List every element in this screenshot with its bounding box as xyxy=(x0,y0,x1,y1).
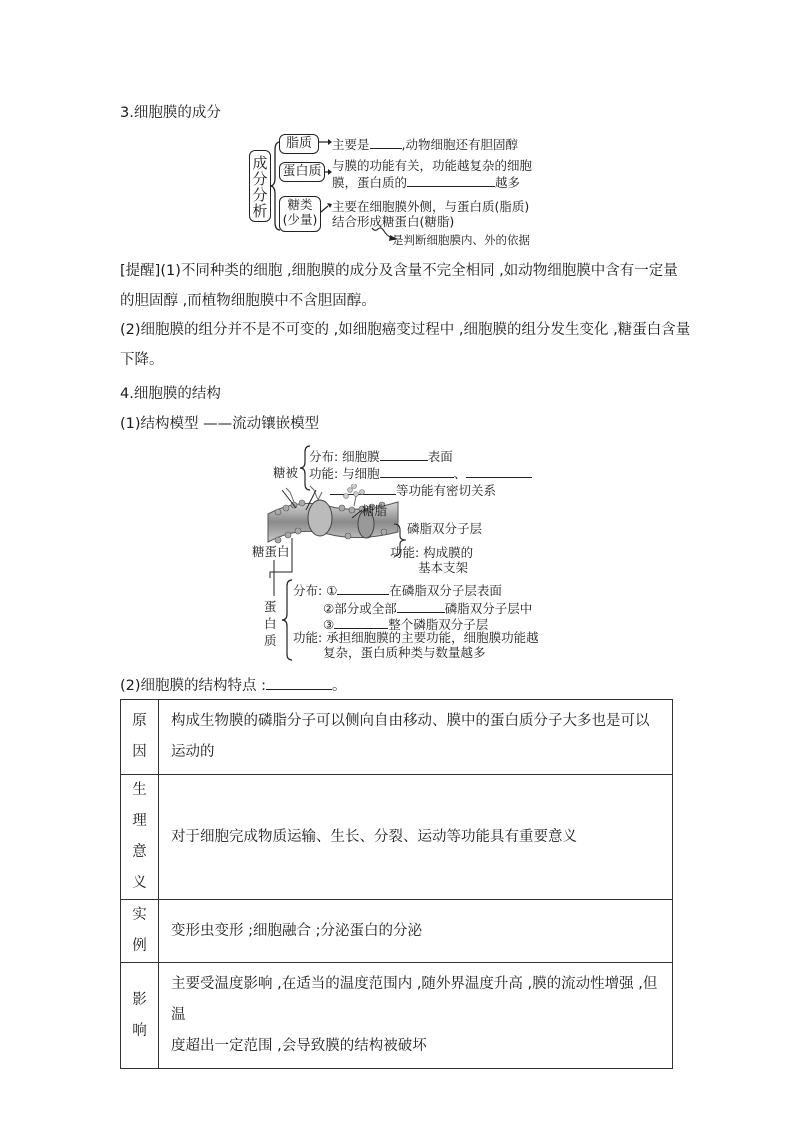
glycolipid-pointer xyxy=(350,508,364,520)
model-title: (1)结构模型 ——流动镶嵌模型 xyxy=(120,416,320,432)
bilayer-function-1: 功能: 构成膜的 xyxy=(390,545,474,560)
root-char: 成 xyxy=(252,154,268,172)
protein-box: 蛋白质 xyxy=(279,162,325,182)
row-content: 变形虫变形 ;细胞融合 ;分泌蛋白的分泌 xyxy=(159,900,673,963)
sugar-box-line: 糖类 xyxy=(287,197,313,212)
glycocalyx-distribution: 分布: 细胞膜 表面 xyxy=(309,446,453,465)
section-4-heading: 4.细胞膜的结构 xyxy=(120,386,221,402)
lipid-text: 主要是 ,动物细胞还有胆固醇 xyxy=(332,134,518,153)
row-content: 主要受温度影响 ,在适当的温度范围内 ,随外界温度升高 ,膜的流动性增强 ,但温 度超出一定范围 ,会导致膜的结构被破坏 xyxy=(159,963,673,1069)
glycocalyx-pointer-lines xyxy=(276,486,336,526)
glycocalyx-blank-2 xyxy=(380,463,454,478)
bilayer-label: 磷脂双分子层 xyxy=(407,521,483,536)
tip-2-line-2: 下降。 xyxy=(120,352,164,368)
protein-text-2: 膜，蛋白质的 越多 xyxy=(332,172,520,191)
sugar-note: 是判断细胞膜内、外的依据 xyxy=(392,233,530,247)
row-content: 对于细胞完成物质运输、生长、分裂、运动等功能具有重要意义 xyxy=(159,775,673,900)
glycolipid-label: 糖脂 xyxy=(362,503,388,518)
sugar-box xyxy=(279,196,321,232)
row-head: 实 例 xyxy=(121,900,159,963)
protein-label-char: 蛋 xyxy=(264,599,277,614)
table-row xyxy=(121,900,673,963)
root-char: 分 xyxy=(252,186,268,204)
protein-label-char: 白 xyxy=(264,616,277,631)
glycocalyx-label: 糖被 xyxy=(273,465,299,480)
row-head: 生 理 意 义 xyxy=(121,775,159,900)
protein-blank xyxy=(407,172,495,187)
protein-distribution-1: 分布: ① 在磷脂双分子层表面 xyxy=(293,580,502,599)
sugar-text-1: 主要在细胞膜外侧，与蛋白质(脂质) xyxy=(332,199,530,214)
protein-blank-2 xyxy=(397,598,445,613)
tip-1-line-2: 的胆固醇 ,而植物细胞膜中不含胆固醇。 xyxy=(120,293,376,309)
sugar-box-line: (少量) xyxy=(282,212,318,227)
lipid-blank xyxy=(370,134,402,149)
protein-distribution-3: ③ 整个磷脂双分子层 xyxy=(323,614,488,633)
protein-function-2: 复杂，蛋白质种类与数量越多 xyxy=(323,645,486,660)
protein-pointer-line xyxy=(270,560,280,600)
table-row xyxy=(121,700,673,775)
fluidity-table xyxy=(120,699,673,1069)
row-content: 构成生物膜的磷脂分子可以侧向自由移动、膜中的蛋白质分子大多也是可以 运动的 xyxy=(159,700,673,775)
structure-feature: (2)细胞膜的结构特点 : 。 xyxy=(120,675,347,696)
root-char: 分 xyxy=(252,170,268,188)
row-head: 原 因 xyxy=(121,700,159,775)
protein-label-char: 质 xyxy=(264,633,277,648)
protein-blank-1 xyxy=(337,580,389,595)
glycocalyx-function-2: 等功能有密切关系 xyxy=(330,480,496,499)
feature-blank xyxy=(266,675,332,690)
protein-text-1: 与膜的功能有关，功能越复杂的细胞 xyxy=(332,158,533,173)
protein-distribution-2: ②部分或全部 磷脂双分子层中 xyxy=(323,598,532,617)
bilayer-function-2: 基本支架 xyxy=(418,560,469,575)
row-head: 影 响 xyxy=(121,963,159,1069)
tip-2-line-1: (2)细胞膜的组分并不是不可变的 ,如细胞癌变过程中 ,细胞膜的组分发生变化 ,糖蛋白含量 xyxy=(120,322,691,338)
glycocalyx-blank-3 xyxy=(466,463,532,478)
table-row xyxy=(121,775,673,900)
sugar-text-2: 结合形成糖蛋白(糖脂) xyxy=(332,214,455,229)
glycoprotein-label: 糖蛋白 xyxy=(252,544,290,559)
glycocalyx-function: 功能: 与细胞 、 xyxy=(309,463,532,482)
protein-blank-3 xyxy=(334,614,388,629)
lipid-box: 脂质 xyxy=(279,134,319,154)
glycocalyx-blank-1 xyxy=(380,446,428,461)
tip-1-line-1: [提醒](1)不同种类的细胞 ,细胞膜的成分及含量不完全相同 ,如动物细胞膜中含有一定量 xyxy=(120,263,678,279)
protein-label xyxy=(264,598,277,649)
protein-function-1: 功能: 承担细胞膜的主要功能，细胞膜功能越 xyxy=(293,630,539,645)
table-row xyxy=(121,963,673,1069)
root-char: 析 xyxy=(252,202,268,220)
section-3-heading: 3.细胞膜的成分 xyxy=(120,105,221,121)
